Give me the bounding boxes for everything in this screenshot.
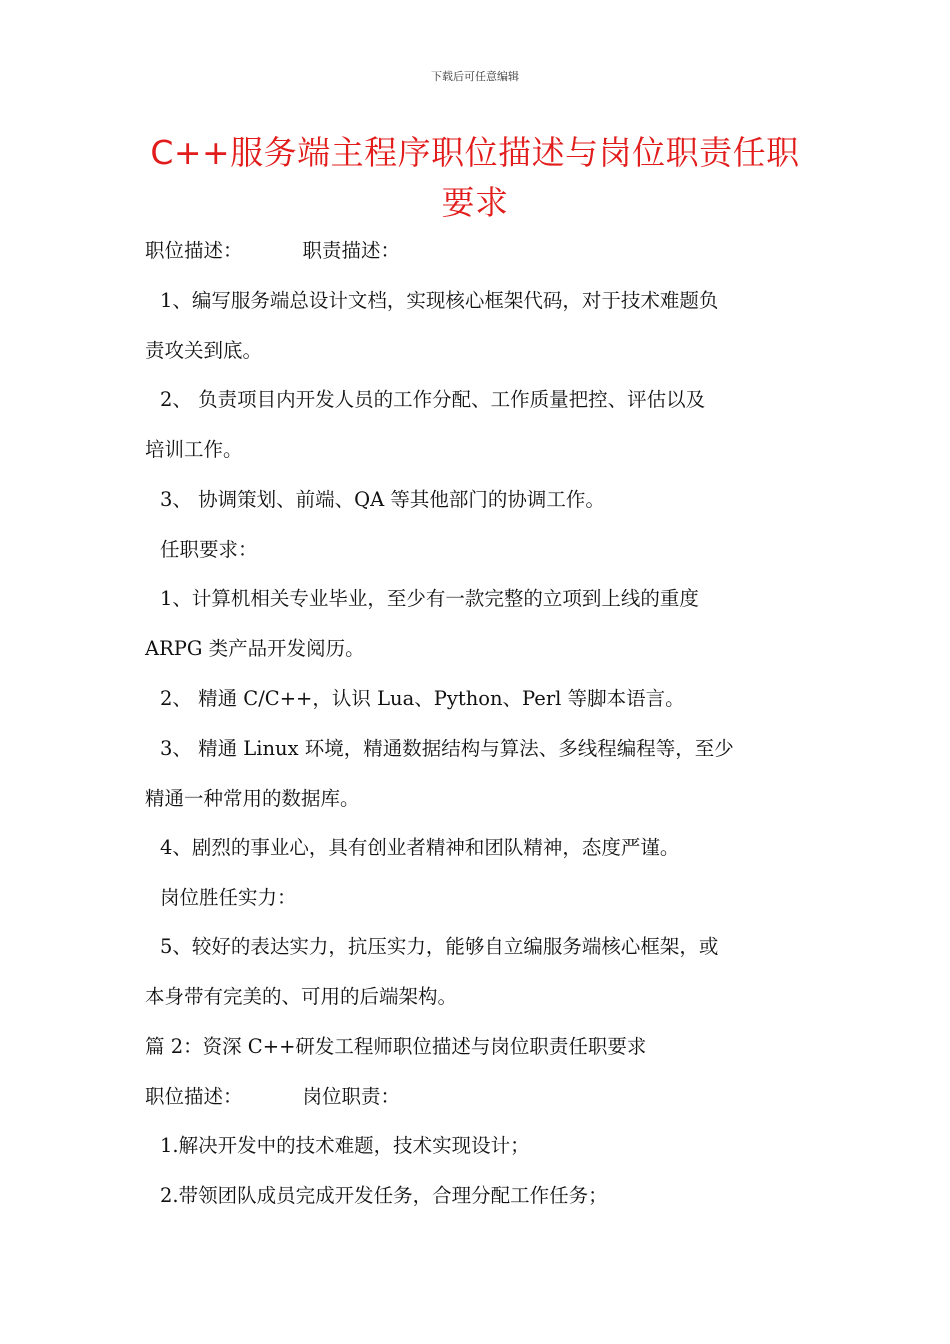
title-line-2: 要求 [441, 183, 509, 222]
document-title [120, 128, 830, 228]
header-note: 下载后可任意编辑 [431, 70, 519, 83]
section-heading: 任职要求： [160, 538, 258, 561]
paragraph-line: 2、 精通 C/C++，认识 Lua、Python、Perl 等脚本语言。 [160, 687, 685, 710]
paragraph-line: 2.带领团队成员完成开发任务，合理分配工作任务； [160, 1184, 608, 1207]
paragraph-line: 1、计算机相关专业毕业，至少有一款完整的立项到上线的重度 [160, 587, 699, 610]
paragraph-line: 精通一种常用的数据库。 [145, 787, 360, 810]
section-heading: 岗位胜任实力： [160, 886, 297, 909]
paragraph-line: 本身带有完美的、可用的后端架构。 [145, 985, 458, 1008]
paragraph-line: 3、 精通 Linux 环境，精通数据结构与算法、多线程编程等，至少 [160, 737, 734, 760]
duty-desc-label: 岗位职责： [302, 1085, 401, 1108]
paragraph-line: 5、较好的表达实力，抗压实力，能够自立编服务端核心框架，或 [160, 935, 719, 958]
title-line-1: C++服务端主程序职位描述与岗位职责任职 [150, 133, 800, 172]
position-desc-label: 职位描述： [145, 1085, 243, 1108]
position-desc-label: 职位描述： [145, 239, 243, 262]
paragraph-line: ARPG 类产品开发阅历。 [145, 637, 365, 660]
paragraph-line: 2、 负责项目内开发人员的工作分配、工作质量把控、评估以及 [160, 388, 706, 411]
section-title: 篇 2：资深 C++研发工程师职位描述与岗位职责任职要求 [145, 1035, 647, 1058]
paragraph-line: 培训工作。 [145, 438, 243, 461]
section-heading-row [145, 1083, 815, 1111]
section-heading-row [145, 237, 815, 265]
paragraph-line: 3、 协调策划、前端、QA 等其他部门的协调工作。 [160, 488, 605, 511]
paragraph-line: 1.解决开发中的技术难题，技术实现设计； [160, 1134, 530, 1157]
paragraph-line: 4、剧烈的事业心，具有创业者精神和团队精神，态度严谨。 [160, 836, 680, 859]
paragraph-line: 责攻关到底。 [145, 339, 263, 362]
duty-desc-label: 职责描述： [302, 239, 401, 262]
paragraph-line: 1、编写服务端总设计文档，实现核心框架代码，对于技术难题负 [160, 289, 719, 312]
